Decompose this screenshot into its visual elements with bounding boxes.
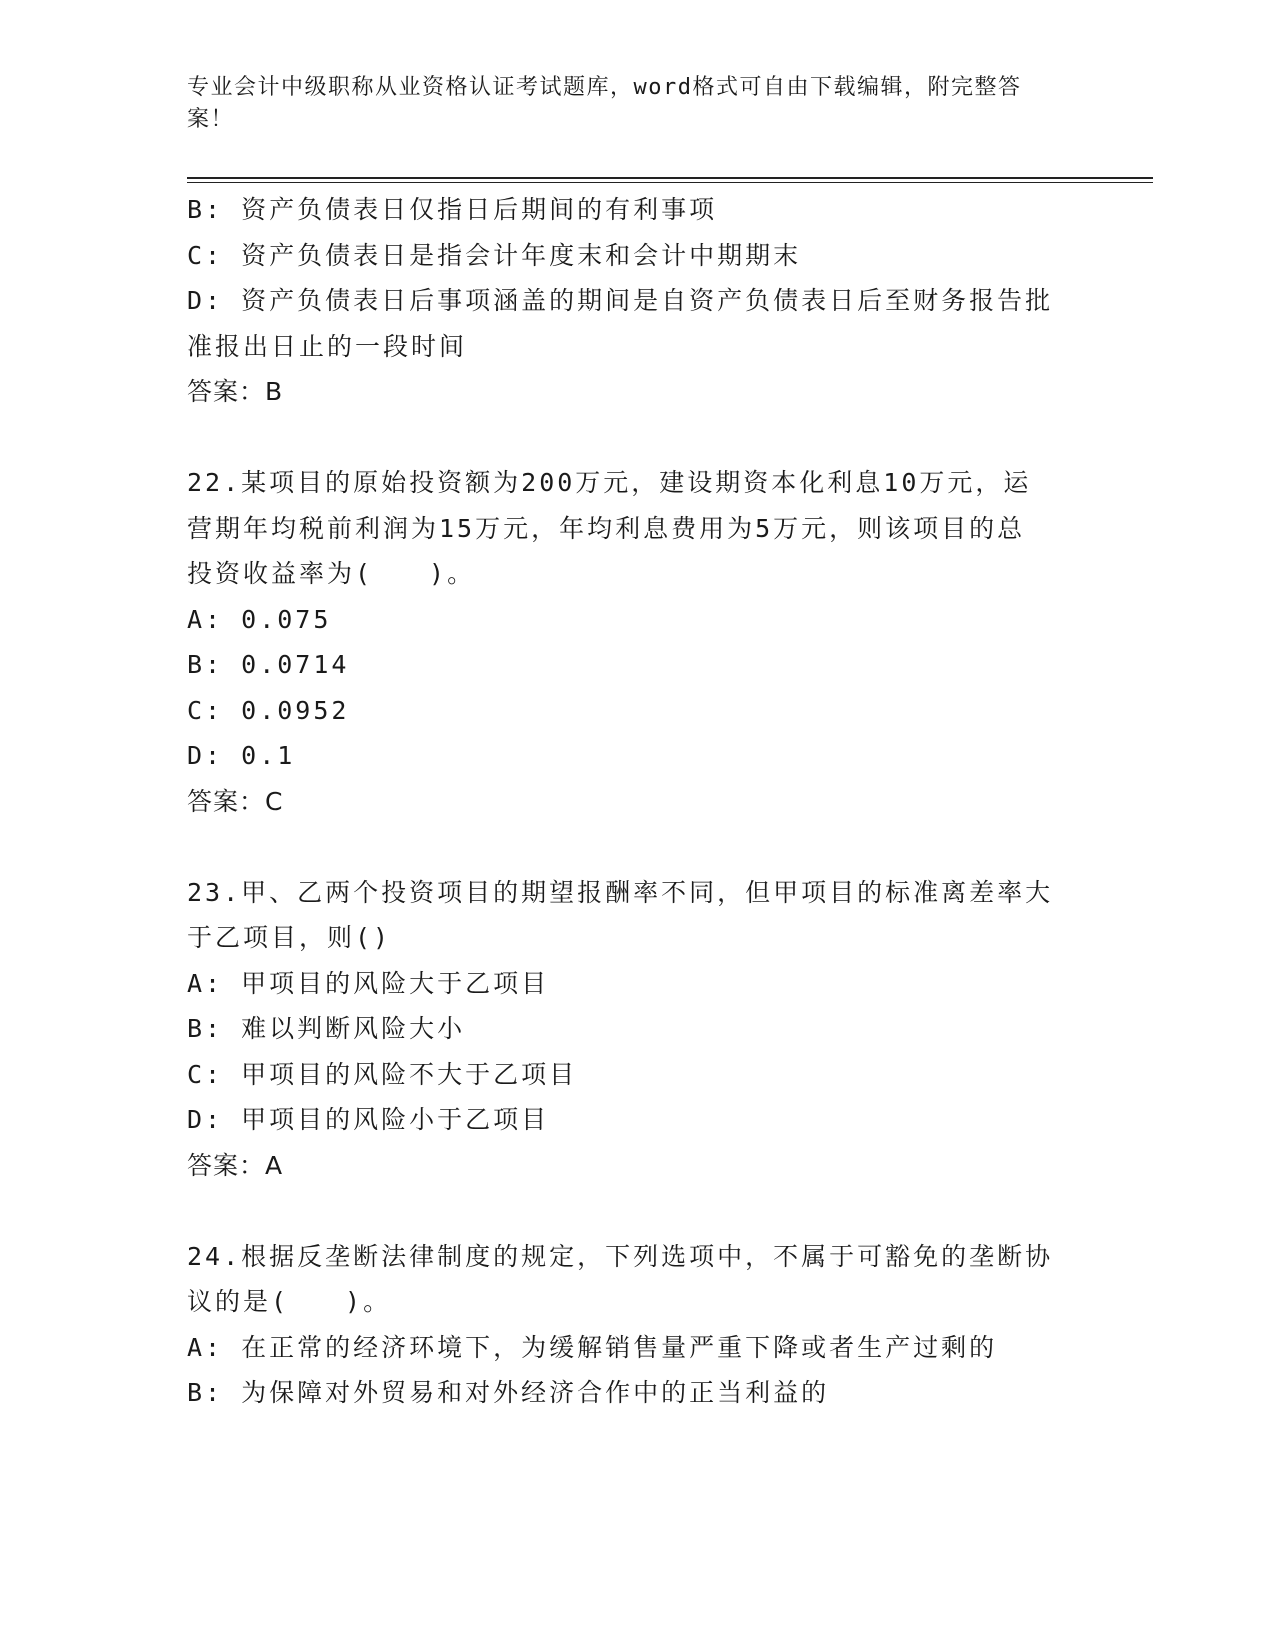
question-text-line-3: 投资收益率为( )。 <box>187 559 476 588</box>
option-b: B: 0.0714 <box>187 650 350 679</box>
question-text-line-1: 24.根据反垄断法律制度的规定，下列选项中，不属于可豁免的垄断协 <box>187 1241 1054 1271</box>
option-b: B: 资产负债表日仅指日后期间的有利事项 <box>187 195 718 224</box>
question-24 <box>187 1234 1067 1416</box>
question-text-line-1: 23.甲、乙两个投资项目的期望报酬率不同，但甲项目的标准离差率大 <box>187 877 1054 907</box>
spacer <box>187 415 1067 461</box>
header-text: 专业会计中级职称从业资格认证考试题库，word格式可自由下载编辑，附完整答案！ <box>187 75 1022 132</box>
answer: 答案：B <box>187 377 284 406</box>
option-d-line-1: D: 资产负债表日后事项涵盖的期间是自资产负债表日后至财务报告批 <box>187 286 1054 315</box>
question-text-line-2: 营期年均税前利润为15万元，年均利息费用为5万元，则该项目的总 <box>187 513 1026 543</box>
header-divider-thin <box>187 182 1153 183</box>
option-a: A: 甲项目的风险大于乙项目 <box>187 968 550 998</box>
question-23 <box>187 870 1067 1189</box>
option-c: C: 资产负债表日是指会计年度末和会计中期期末 <box>187 240 802 270</box>
question-21-tail <box>187 187 1067 415</box>
document-body <box>187 187 1067 1416</box>
header-divider-thick <box>187 177 1153 179</box>
option-b: B: 为保障对外贸易和对外经济合作中的正当利益的 <box>187 1378 830 1407</box>
question-22 <box>187 460 1067 824</box>
option-b: B: 难以判断风险大小 <box>187 1014 466 1043</box>
option-a: A: 0.075 <box>187 604 332 634</box>
answer: 答案：C <box>187 786 284 816</box>
spacer <box>187 824 1067 870</box>
page-header <box>187 72 1067 136</box>
answer: 答案：A <box>187 1150 284 1180</box>
spacer <box>187 1188 1067 1234</box>
option-d: D: 0.1 <box>187 741 296 770</box>
question-text-line-2: 议的是( )。 <box>187 1287 392 1316</box>
option-d: D: 甲项目的风险小于乙项目 <box>187 1105 550 1134</box>
option-a: A: 在正常的经济环境下，为缓解销售量严重下降或者生产过剩的 <box>187 1332 998 1362</box>
option-c: C: 甲项目的风险不大于乙项目 <box>187 1059 578 1089</box>
option-c: C: 0.0952 <box>187 695 350 725</box>
question-text-line-1: 22.某项目的原始投资额为200万元，建设期资本化利息10万元，运 <box>187 468 1032 497</box>
question-text-line-2: 于乙项目，则() <box>187 923 392 952</box>
option-d-line-2: 准报出日止的一段时间 <box>187 331 468 361</box>
